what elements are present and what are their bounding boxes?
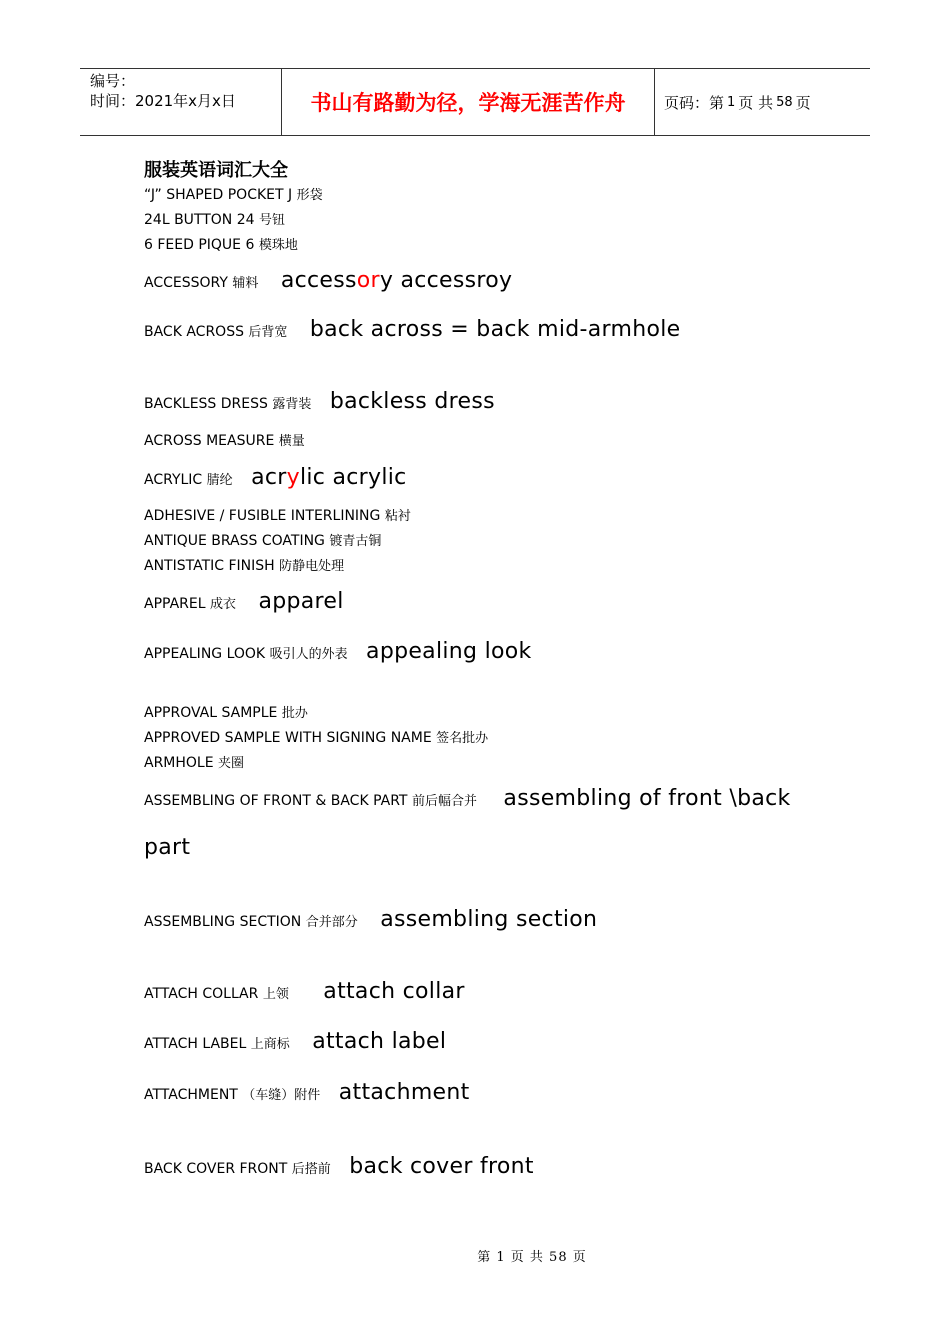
entry-annotation: attach label xyxy=(312,1029,447,1054)
entry-english: ACCESSORY xyxy=(144,275,228,291)
vocab-entry xyxy=(144,727,488,750)
entry-english: ADHESIVE / FUSIBLE INTERLINING xyxy=(144,508,381,524)
document-title: 服装英语词汇大全 xyxy=(144,160,288,181)
entry-chinese: 后背宽 xyxy=(248,325,288,340)
vocab-entry xyxy=(144,209,285,232)
entry-english: ACRYLIC xyxy=(144,472,203,488)
entry-chinese: 镀青古铜 xyxy=(329,534,382,549)
entry-annotation: back cover front xyxy=(349,1154,534,1179)
vocab-entry xyxy=(144,184,323,207)
vocab-entry xyxy=(144,752,244,775)
entry-chinese: 前后幅合并 xyxy=(411,794,477,809)
entry-chinese: 腈纶 xyxy=(206,473,233,488)
entry-english: ASSEMBLING SECTION xyxy=(144,914,302,930)
entry-annotation: acrylic acrylic xyxy=(251,465,407,490)
entry-annotation: part xyxy=(144,835,191,860)
entry-english: BACK COVER FRONT xyxy=(144,1161,288,1177)
entry-english: APPROVED SAMPLE WITH SIGNING NAME xyxy=(144,730,432,746)
entry-chinese: 签名批办 xyxy=(436,731,489,746)
vocab-entry xyxy=(144,467,407,492)
entry-chinese: 上商标 xyxy=(250,1037,290,1052)
entry-english: BACK ACROSS xyxy=(144,324,244,340)
entry-chinese: 上领 xyxy=(262,987,289,1002)
entry-english: ACROSS MEASURE xyxy=(144,433,275,449)
entry-annotation: back across = back mid-armhole xyxy=(309,317,681,342)
vocab-entry xyxy=(144,702,308,725)
footer-page-number: 第 1 页 共 58 页 xyxy=(477,1250,587,1265)
entry-chinese: 合并部分 xyxy=(305,915,358,930)
vocab-entry xyxy=(144,788,791,813)
page-total: 58 xyxy=(776,94,793,110)
page-mid-label: 页 共 xyxy=(738,93,774,112)
vocab-entry xyxy=(144,505,411,528)
vocab-entry xyxy=(144,981,465,1006)
entry-annotation: appealing look xyxy=(366,639,532,664)
document-number-label: 编号： xyxy=(90,72,136,90)
entry-chinese: 后搭前 xyxy=(291,1162,331,1177)
vocab-entry xyxy=(144,909,597,934)
page-header xyxy=(80,68,870,136)
entry-chinese: 露背装 xyxy=(272,397,312,412)
page-footer xyxy=(0,1246,950,1265)
page-end-label: 页 xyxy=(795,93,811,112)
entry-english: BACKLESS DRESS xyxy=(144,396,268,412)
entry-chinese: 号钮 xyxy=(258,213,285,228)
vocab-entry xyxy=(144,555,344,578)
vocab-entry-continuation xyxy=(144,837,190,861)
entry-chinese: 形袋 xyxy=(296,188,323,203)
entry-english: “J” SHAPED POCKET J xyxy=(144,187,293,203)
entry-english: 24L BUTTON 24 xyxy=(144,212,255,228)
vocab-entry xyxy=(144,1082,470,1107)
vocab-entry xyxy=(144,234,298,257)
vocab-entry xyxy=(144,391,495,416)
entry-english: 6 FEED PIQUE 6 xyxy=(144,237,255,253)
entry-english: ATTACH LABEL xyxy=(144,1036,247,1052)
vocab-entry xyxy=(144,641,532,666)
entry-english: ARMHOLE xyxy=(144,755,214,771)
entry-english: APPAREL xyxy=(144,596,206,612)
entry-english: APPEALING LOOK xyxy=(144,646,266,662)
entry-annotation: accessory accessroy xyxy=(280,268,513,293)
entry-annotation: attachment xyxy=(338,1080,470,1105)
entry-chinese: 粘衬 xyxy=(384,509,411,524)
vocab-entry xyxy=(144,1031,446,1056)
entry-chinese: 夹圈 xyxy=(218,756,245,771)
entry-chinese: （车缝）附件 xyxy=(242,1088,321,1103)
page-number: 1 xyxy=(727,94,736,110)
entry-annotation: assembling section xyxy=(380,907,598,932)
entry-chinese: 横量 xyxy=(278,434,305,449)
vocab-entry xyxy=(144,530,381,553)
vocab-entry xyxy=(144,270,512,295)
page-label: 页码：第 xyxy=(664,93,725,112)
entry-chinese: 吸引人的外表 xyxy=(269,647,348,662)
vocab-entry xyxy=(144,1156,534,1181)
entry-english: ANTIQUE BRASS COATING xyxy=(144,533,325,549)
entry-english: ATTACH COLLAR xyxy=(144,986,259,1002)
entry-chinese: 成衣 xyxy=(209,597,236,612)
header-meta xyxy=(80,69,281,135)
entry-annotation: apparel xyxy=(258,589,344,614)
entry-chinese: 防静电处理 xyxy=(279,559,345,574)
entry-chinese: 模珠地 xyxy=(258,238,298,253)
entry-annotation: attach collar xyxy=(323,979,465,1004)
entry-chinese: 辅料 xyxy=(232,276,259,291)
entry-english: ANTISTATIC FINISH xyxy=(144,558,275,574)
vocab-entry xyxy=(144,591,344,616)
entry-chinese: 批办 xyxy=(281,706,308,721)
entry-english: APPROVAL SAMPLE xyxy=(144,705,278,721)
entry-annotation: assembling of front \back xyxy=(503,786,791,811)
entry-english: ATTACHMENT xyxy=(144,1087,238,1103)
entry-annotation: backless dress xyxy=(329,389,495,414)
document-date-label: 时间：2021年x月x日 xyxy=(90,92,236,110)
header-motto: 书山有路勤为径，学海无涯苦作舟 xyxy=(281,69,655,135)
vocab-entry xyxy=(144,319,680,344)
entry-english: ASSEMBLING OF FRONT & BACK PART xyxy=(144,793,408,809)
vocab-entry xyxy=(144,430,305,453)
header-page-info xyxy=(655,69,870,135)
